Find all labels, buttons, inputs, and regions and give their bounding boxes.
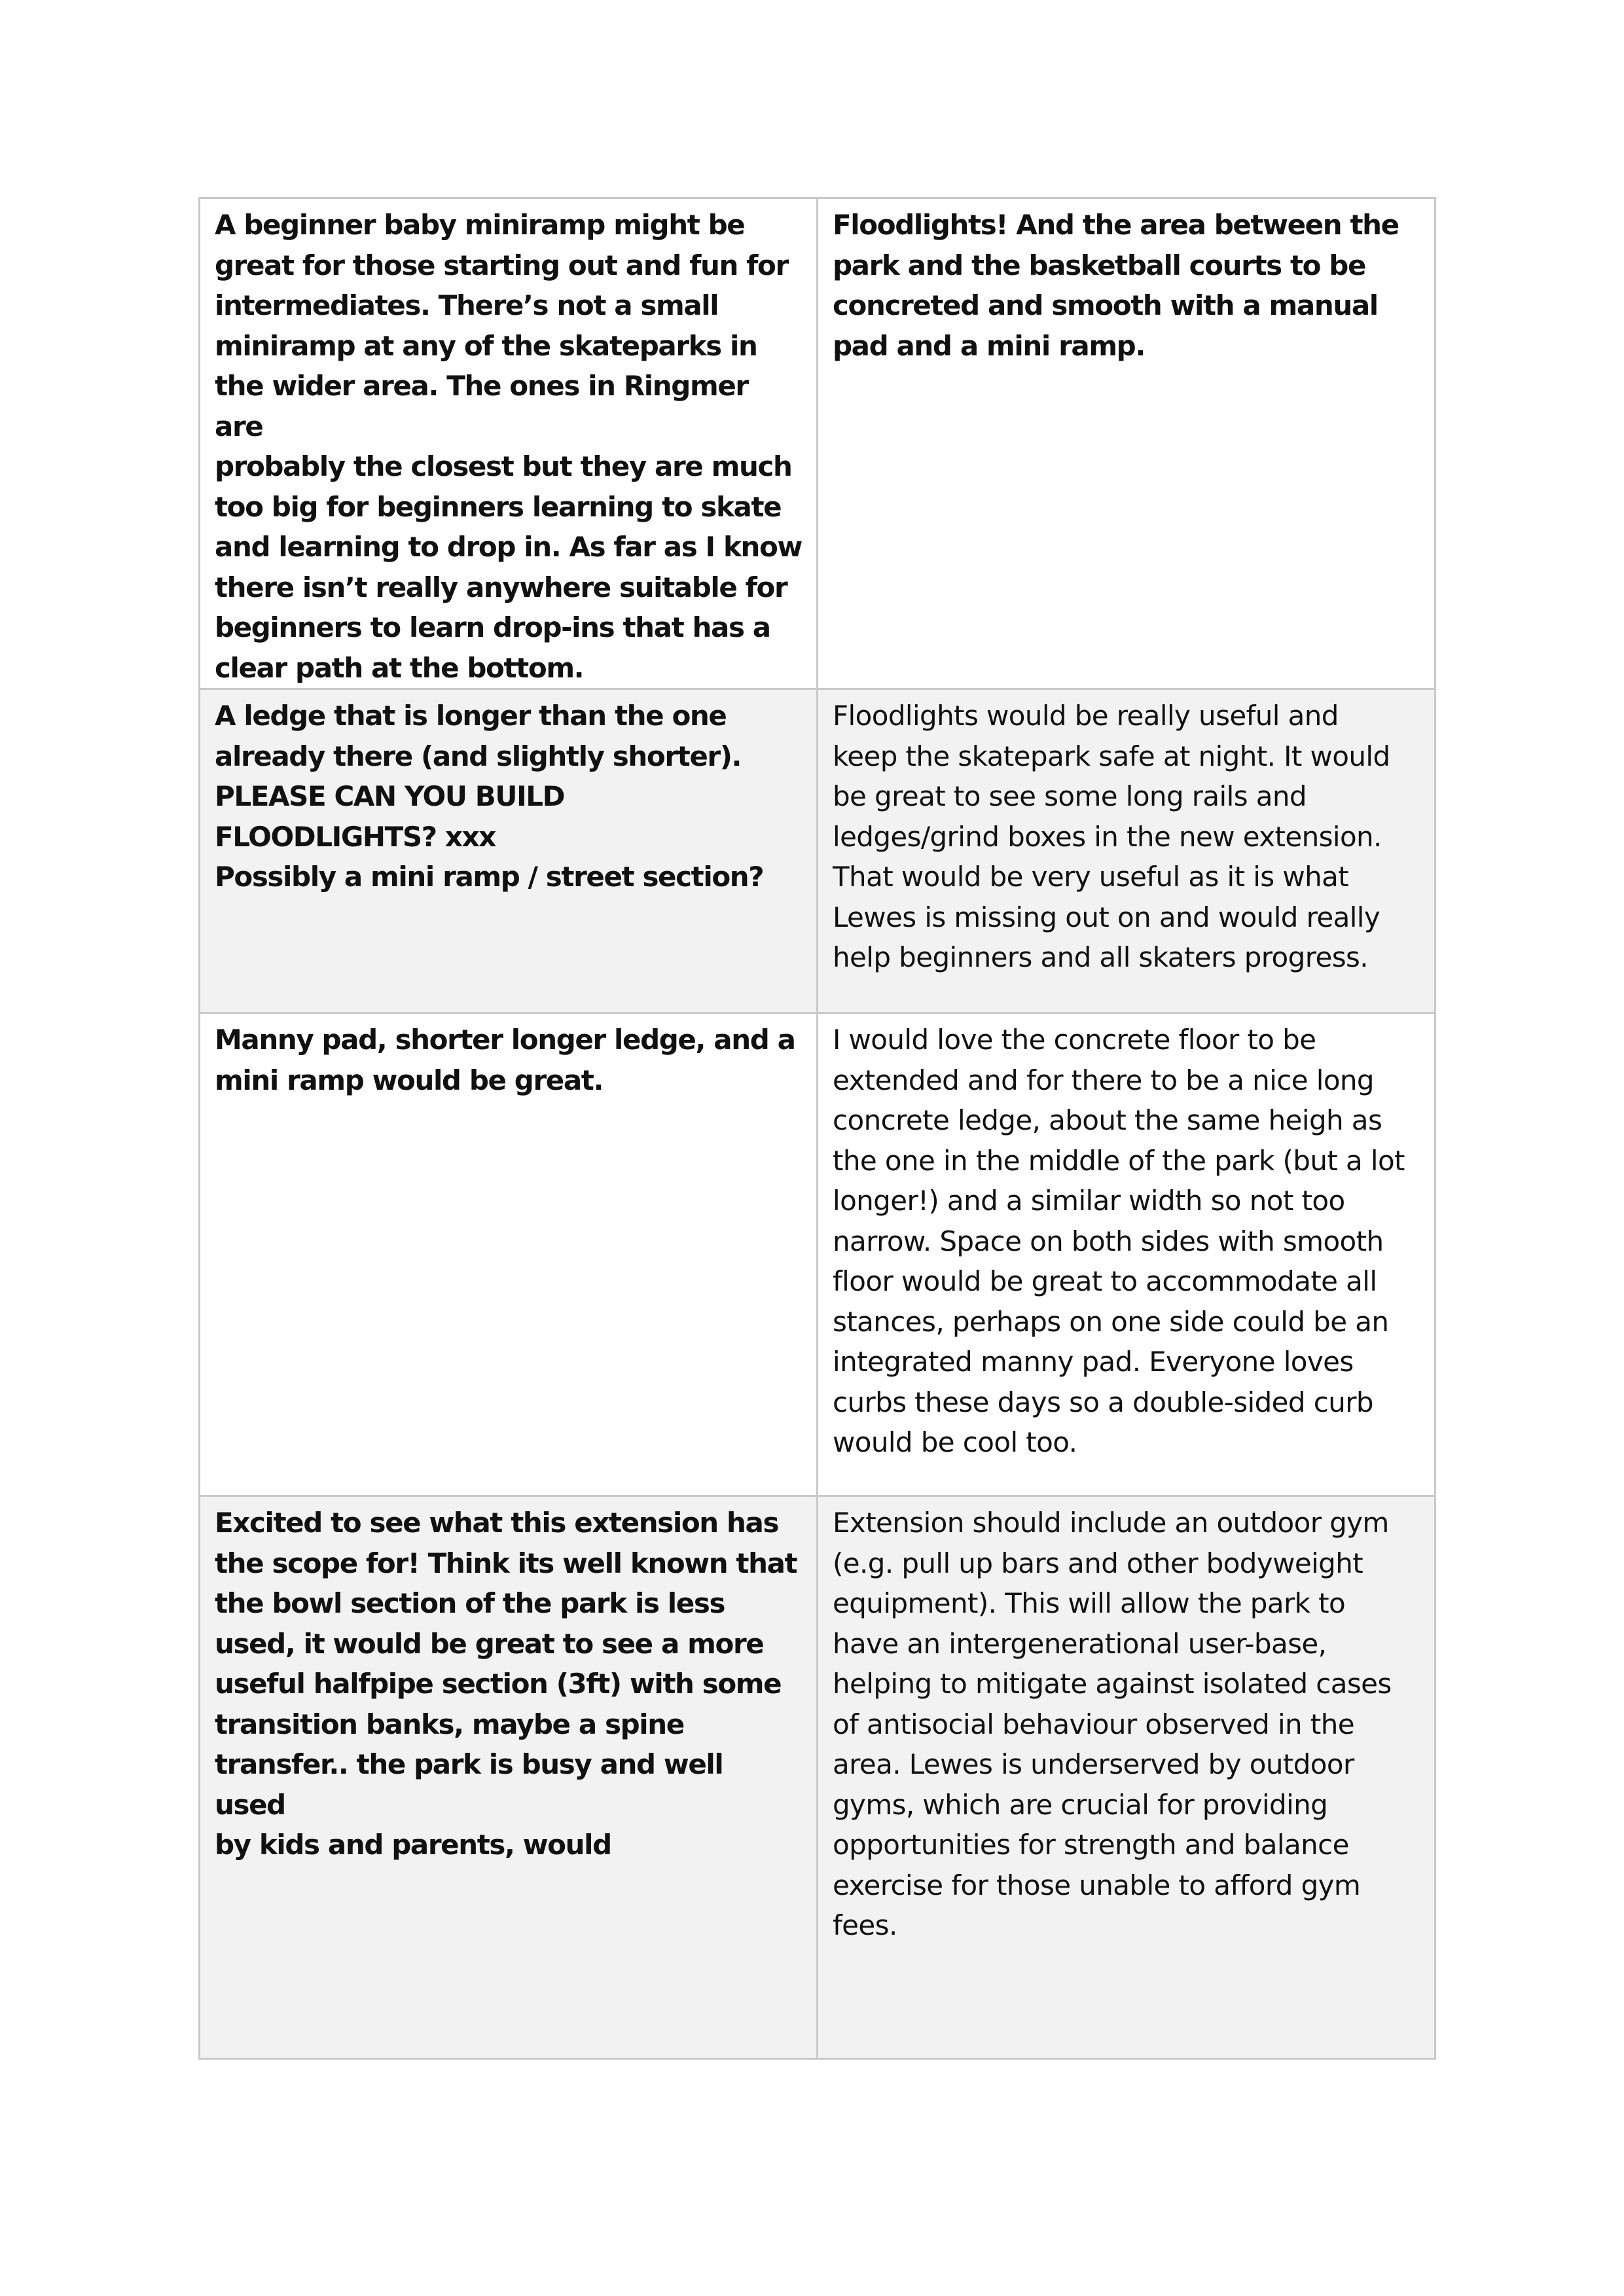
comment-text: Extension should include an outdoor gym (e.g. pull up bars and other bodyweight equipment). This will allow the park to have an intergenerational user-base, helping to mitigate against isolated cases of antisocial behaviour observed in the area. Lewes is underserved by outdoor gyms, which are crucial for providing opportunities for strength and balance exercise for those unable to afford gym fees.	[833, 1507, 1392, 1941]
table-row	[200, 1496, 1435, 2059]
table-cell-right	[818, 689, 1435, 1013]
table-row	[200, 1013, 1435, 1496]
table-cell-left	[200, 1013, 818, 1496]
table-row	[200, 198, 1435, 689]
table-cell-right	[818, 1013, 1435, 1496]
comment-text: Floodlights! And the area between the park and the basketball courts to be concreted and smooth with a manual pad and a mini ramp.	[833, 209, 1399, 362]
table-cell-right	[818, 1496, 1435, 2059]
table-cell-right	[818, 198, 1435, 689]
table-row	[200, 689, 1435, 1013]
table-cell-left	[200, 1496, 818, 2059]
comment-text: I would love the concrete floor to be extended and for there to be a nice long concrete ledge, about the same heigh as the one in the middle of the park (but a lot longer!) and a similar width so not too narrow. Space on both sides with smooth floor would be great to accommodate all stances, perhaps on one side could be an integrated manny pad. Everyone loves curbs these days so a double-sided curb would be cool too.	[833, 1024, 1405, 1458]
table-cell-left	[200, 198, 818, 689]
table-cell-left	[200, 689, 818, 1013]
feedback-table	[198, 197, 1436, 2060]
comment-text: Manny pad, shorter longer ledge, and a mini ramp would be great.	[215, 1024, 795, 1096]
comment-text: Floodlights would be really useful and keep the skatepark safe at night. It would be great to see some long rails and ledges/grind boxes in the new extension. That would be very useful as it is what Lewes is missing out on and would really help beginners and all skaters progress.	[833, 700, 1390, 973]
comment-text: Excited to see what this extension has the scope for! Think its well known that the bowl section of the park is less used, it would be great to see a more useful halfpipe section (3ft) with some transition banks, maybe a spine transfer.. the park is busy and well used by kids and parents, would	[215, 1507, 797, 1861]
comment-text: A ledge that is longer than the one already there (and slightly shorter). PLEASE CAN YOU BUILD FLOODLIGHTS? xxx Possibly a mini ramp / street section?	[215, 700, 764, 893]
comment-text: A beginner baby miniramp might be great for those starting out and fun for intermediates. There’s not a small miniramp at any of the skateparks in the wider area. The ones in Ringmer are probably the closest but they are much too big for beginners learning to skate and learning to drop in. As far as I know there isn’t really anywhere suitable for beginners to learn drop-ins that has a clear path at the bottom.	[215, 209, 802, 684]
